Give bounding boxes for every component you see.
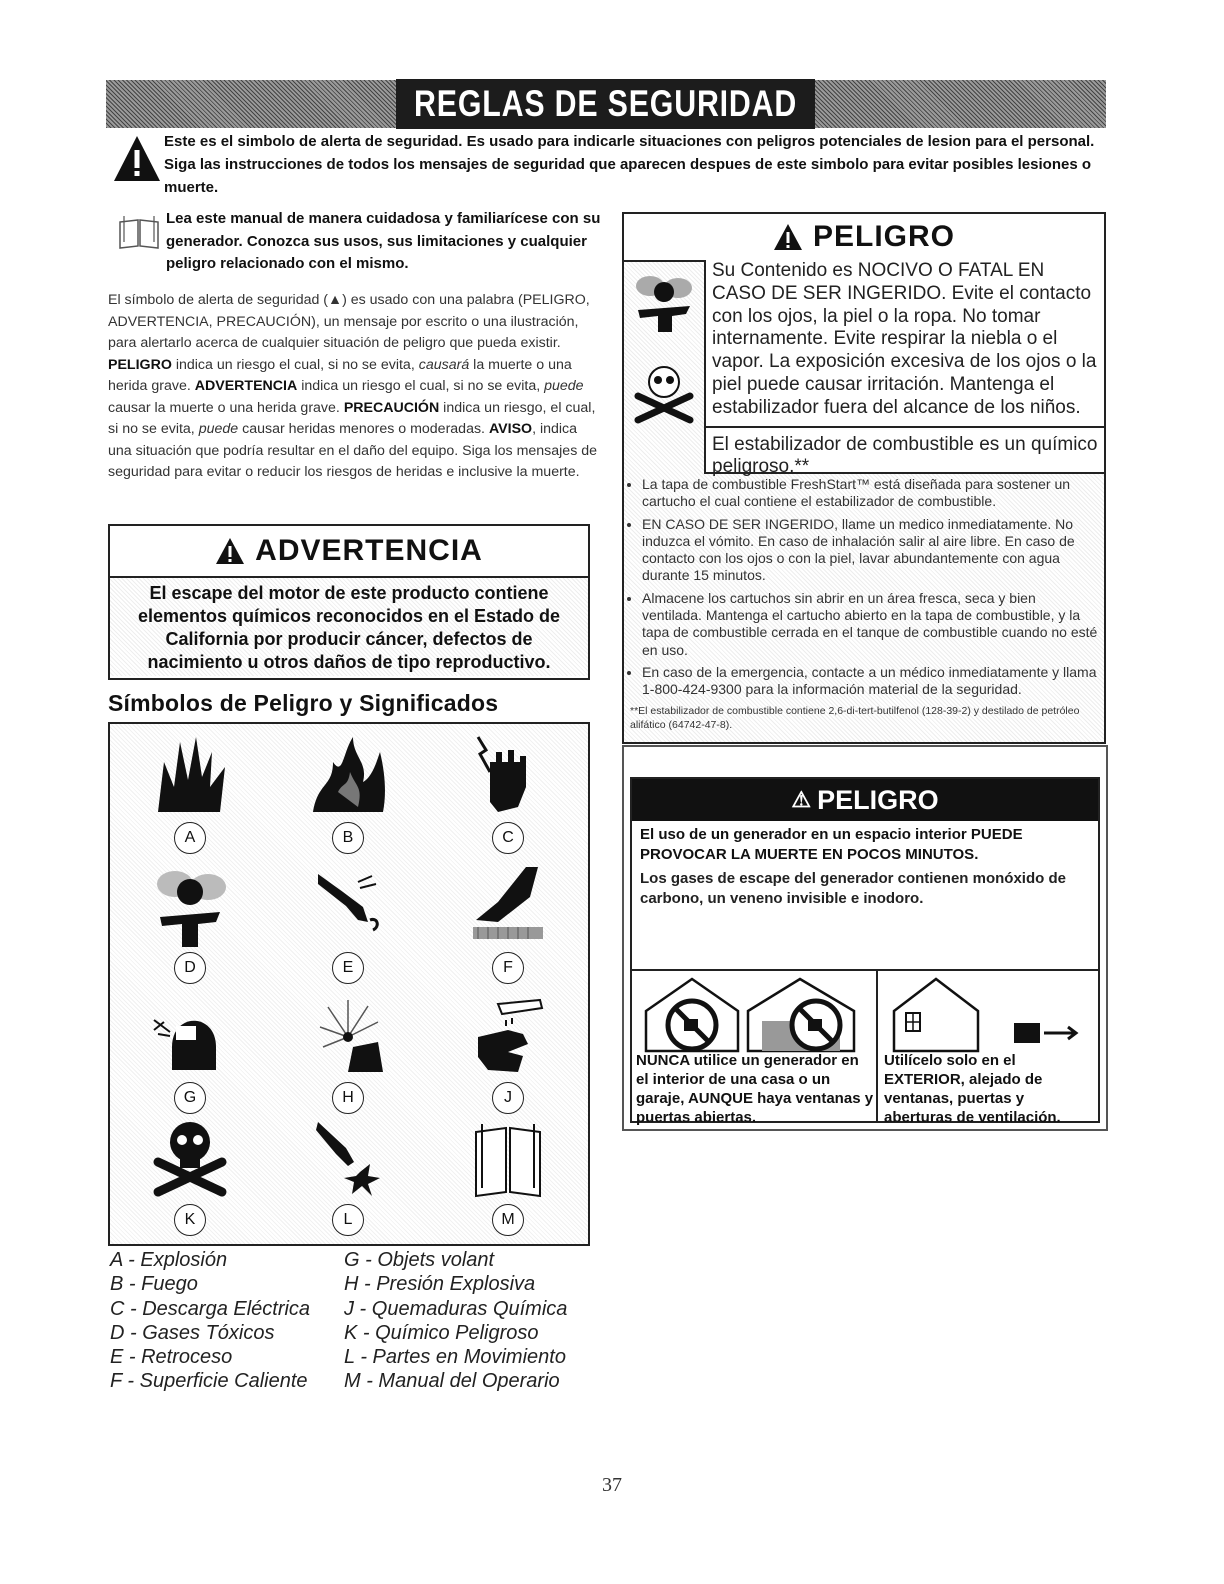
peligro-generator-indoor-box — [622, 745, 1108, 1131]
legend-item: A - Explosión — [110, 1249, 228, 1271]
safety-alert-icon — [112, 134, 162, 184]
book-icon — [118, 214, 160, 250]
advertencia-box — [108, 524, 590, 680]
peligro-main-text: Su Contenido es NOCIVO O FATAL EN CASO DE SER INGERIDO. Evite el contacto con los ojos, la piel o la ropa. No tomar internamente. Evite respirar la niebla o el vapor. La exposición excesiva de los ojos o la piel puede causar irritación. Mantenga el estabilizador fuera del alcance de los niños. — [712, 260, 1097, 418]
peligro-main-text-2: El estabilizador de combustible es un químico peligroso.** — [706, 426, 1104, 480]
symbol-letter: F — [492, 952, 524, 984]
hazard-symbols-grid — [108, 722, 590, 1246]
symbol-letter: E — [332, 952, 364, 984]
kickback-icon — [308, 862, 388, 947]
signal-words-paragraph: El símbolo de alerta de seguridad (▲) es usado con una palabra (PELIGRO, ADVERTENCIA, PRECAUCIÓN), un mensaje por escrito o una ilustración, para alertarlo acerca de cualquier situación de peligro que pueda existir. PELIGRO indica un riesgo el cual, si no se evita, causará la muerte o una herida grave. ADVERTENCIA indica un riesgo el cual, si no se evita, puede causar la muerte o una herida grave. PRECAUCIÓN indica un riesgo, el cual, si no se evita, puede causar heridas menores o moderadas. AVISO, indica una situación que podría resultar en el daño del equipo. Siga los mensajes de seguridad para evitar o reducir los riesgos de heridas e inclusive la muerte. — [108, 292, 598, 480]
peligro-generator-text-2: Los gases de escape del generador contienen monóxido de carbono, un veneno invisible e inodoro. — [640, 870, 1066, 907]
peligro-generator-text-1: El uso de un generador en un espacio interior PUEDE PROVOCAR LA MUERTE EN POCOS MINUTOS. — [640, 826, 1023, 863]
legend-item: L - Partes en Movimiento — [344, 1346, 566, 1369]
explosion-icon — [150, 732, 230, 817]
symbol-cell-d — [110, 862, 270, 992]
hot-surface-icon — [468, 862, 548, 947]
peligro-title: PELIGRO — [817, 784, 939, 815]
legend-item: H - Presión Explosiva — [344, 1273, 536, 1296]
warning-triangle-icon — [773, 223, 803, 251]
symbol-cell-l — [268, 1114, 428, 1244]
toxic-gas-icon — [632, 268, 696, 332]
skull-crossbones-icon — [150, 1114, 230, 1199]
advertencia-title: ADVERTENCIA — [255, 534, 483, 567]
list-item: • Almacene los cartuchos sin abrir en un área fresca, seca y bien ventilada. Mantenga el cartucho abierto en la tapa de combustible, y la tapa de combustible cerrada en el tanque de combustible cuando no esté en uso. — [642, 590, 1098, 659]
legend-item: D - Gases Tóxicos — [110, 1321, 275, 1344]
peligro-main-content — [704, 260, 1104, 478]
symbol-cell-m — [428, 1114, 588, 1244]
peligro-bullet-list — [630, 476, 1098, 732]
legend-item: K - Químico Peligroso — [344, 1321, 539, 1344]
indoor-prohibited-panel — [632, 969, 878, 1126]
list-item: • EN CASO DE SER INGERIDO, llame un medico inmediatamente. No induzca el vómito. En caso de inhalación salir al aire libre. En caso de contacto con los ojos o con la piel, lavar abundantemente con agua durante 15 minutos. — [642, 516, 1098, 585]
symbol-letter: L — [332, 1204, 364, 1236]
peligro-header — [624, 214, 1104, 262]
peligro-title: PELIGRO — [812, 220, 955, 253]
advertencia-header — [110, 526, 588, 578]
toxic-gas-icon — [150, 862, 230, 947]
symbol-letter: M — [492, 1204, 524, 1236]
read-manual-text: Lea este manual de manera cuidadosa y familiarícese con su generador. Conozca sus usos, sus limitaciones y cualquier peligro relacionado con el mismo. — [166, 210, 601, 272]
house-outdoor-generator-icon — [886, 973, 1086, 1053]
outdoor-caption: Utilícelo solo en el EXTERIOR, alejado de ventanas, puertas y aberturas de ventilación. — [884, 1052, 1061, 1126]
skull-crossbones-icon — [632, 360, 696, 424]
symbol-cell-g — [110, 992, 270, 1122]
symbol-letter: G — [174, 1082, 206, 1114]
moving-parts-icon — [308, 1114, 388, 1199]
symbol-cell-b — [268, 732, 428, 862]
flying-objects-icon — [150, 992, 230, 1077]
legend-item: M - Manual del Operario — [344, 1370, 560, 1393]
indoor-caption: NUNCA utilice un generador en el interior de una casa o un garaje, AUNQUE haya ventanas y puertas abiertas. — [636, 1052, 874, 1126]
symbol-cell-j — [428, 992, 588, 1122]
symbols-legend-left — [110, 1248, 330, 1394]
electric-shock-icon — [468, 732, 548, 817]
house-garage-prohibited-icon — [640, 973, 870, 1053]
warning-triangle-icon: ⚠ — [791, 787, 812, 812]
title-band — [106, 80, 1106, 128]
page-number: 37 — [602, 1474, 622, 1496]
symbol-cell-e — [268, 862, 428, 992]
footnote: **El estabilizador de combustible contiene 2,6-di-tert-butilfenol (128-39-2) y destilado de petróleo alifático (64742-47-8). — [630, 704, 1080, 731]
chemical-burn-icon — [468, 992, 548, 1077]
list-item: • En caso de la emergencia, contacte a un médico inmediatamente y llama 1-800-424-9300 para la información material de la seguridad. — [642, 664, 1098, 699]
symbol-cell-c — [428, 732, 588, 862]
symbol-letter: C — [492, 822, 524, 854]
page-title: REGLAS DE SEGURIDAD — [396, 79, 815, 129]
symbol-cell-h — [268, 992, 428, 1122]
symbols-heading: Símbolos de Peligro y Significados — [108, 690, 499, 716]
legend-item: B - Fuego — [110, 1273, 198, 1296]
fire-icon — [308, 732, 388, 817]
symbol-cell-f — [428, 862, 588, 992]
legend-item: C - Descarga Eléctrica — [110, 1297, 311, 1320]
peligro-generator-inner — [630, 777, 1100, 1126]
symbol-letter: A — [174, 822, 206, 854]
symbol-letter: H — [332, 1082, 364, 1114]
symbol-letter: B — [332, 822, 364, 854]
safety-alert-description: Este es el simbolo de alerta de seguridad. Es usado para indicarle situaciones con peligros potenciales de lesion para el personal. Siga las instrucciones de todos los mensajes de seguridad que aparecen despues de este simbolo para evitar posibles lesiones o muerte. — [164, 133, 1095, 196]
peligro-icons — [624, 260, 704, 472]
outdoor-allowed-panel — [878, 969, 1098, 1126]
symbol-cell-k — [110, 1114, 270, 1244]
legend-item: G - Objets volant — [344, 1249, 495, 1271]
explosive-pressure-icon — [308, 992, 388, 1077]
symbol-letter: K — [174, 1204, 206, 1236]
operator-manual-icon — [468, 1114, 548, 1199]
peligro-fuel-stabilizer-box — [622, 212, 1106, 744]
peligro-bar — [632, 779, 1098, 821]
list-item: • La tapa de combustible FreshStart™ está diseñada para sostener un cartucho el cual contiene el estabilizador de combustible. — [642, 476, 1098, 511]
symbol-cell-a — [110, 732, 270, 862]
symbols-legend-right — [344, 1248, 604, 1394]
legend-item: F - Superficie Caliente — [110, 1370, 308, 1393]
symbol-letter: J — [492, 1082, 524, 1114]
advertencia-text: El escape del motor de este producto contiene elementos químicos reconocidos en el Estado de California por producir cáncer, defectos de nacimiento u otros daños de tipo reproductivo. — [110, 578, 588, 676]
legend-item: J - Quemaduras Química — [344, 1297, 568, 1320]
symbol-letter: D — [174, 952, 206, 984]
legend-item: E - Retroceso — [110, 1346, 233, 1369]
warning-triangle-icon — [215, 537, 245, 565]
